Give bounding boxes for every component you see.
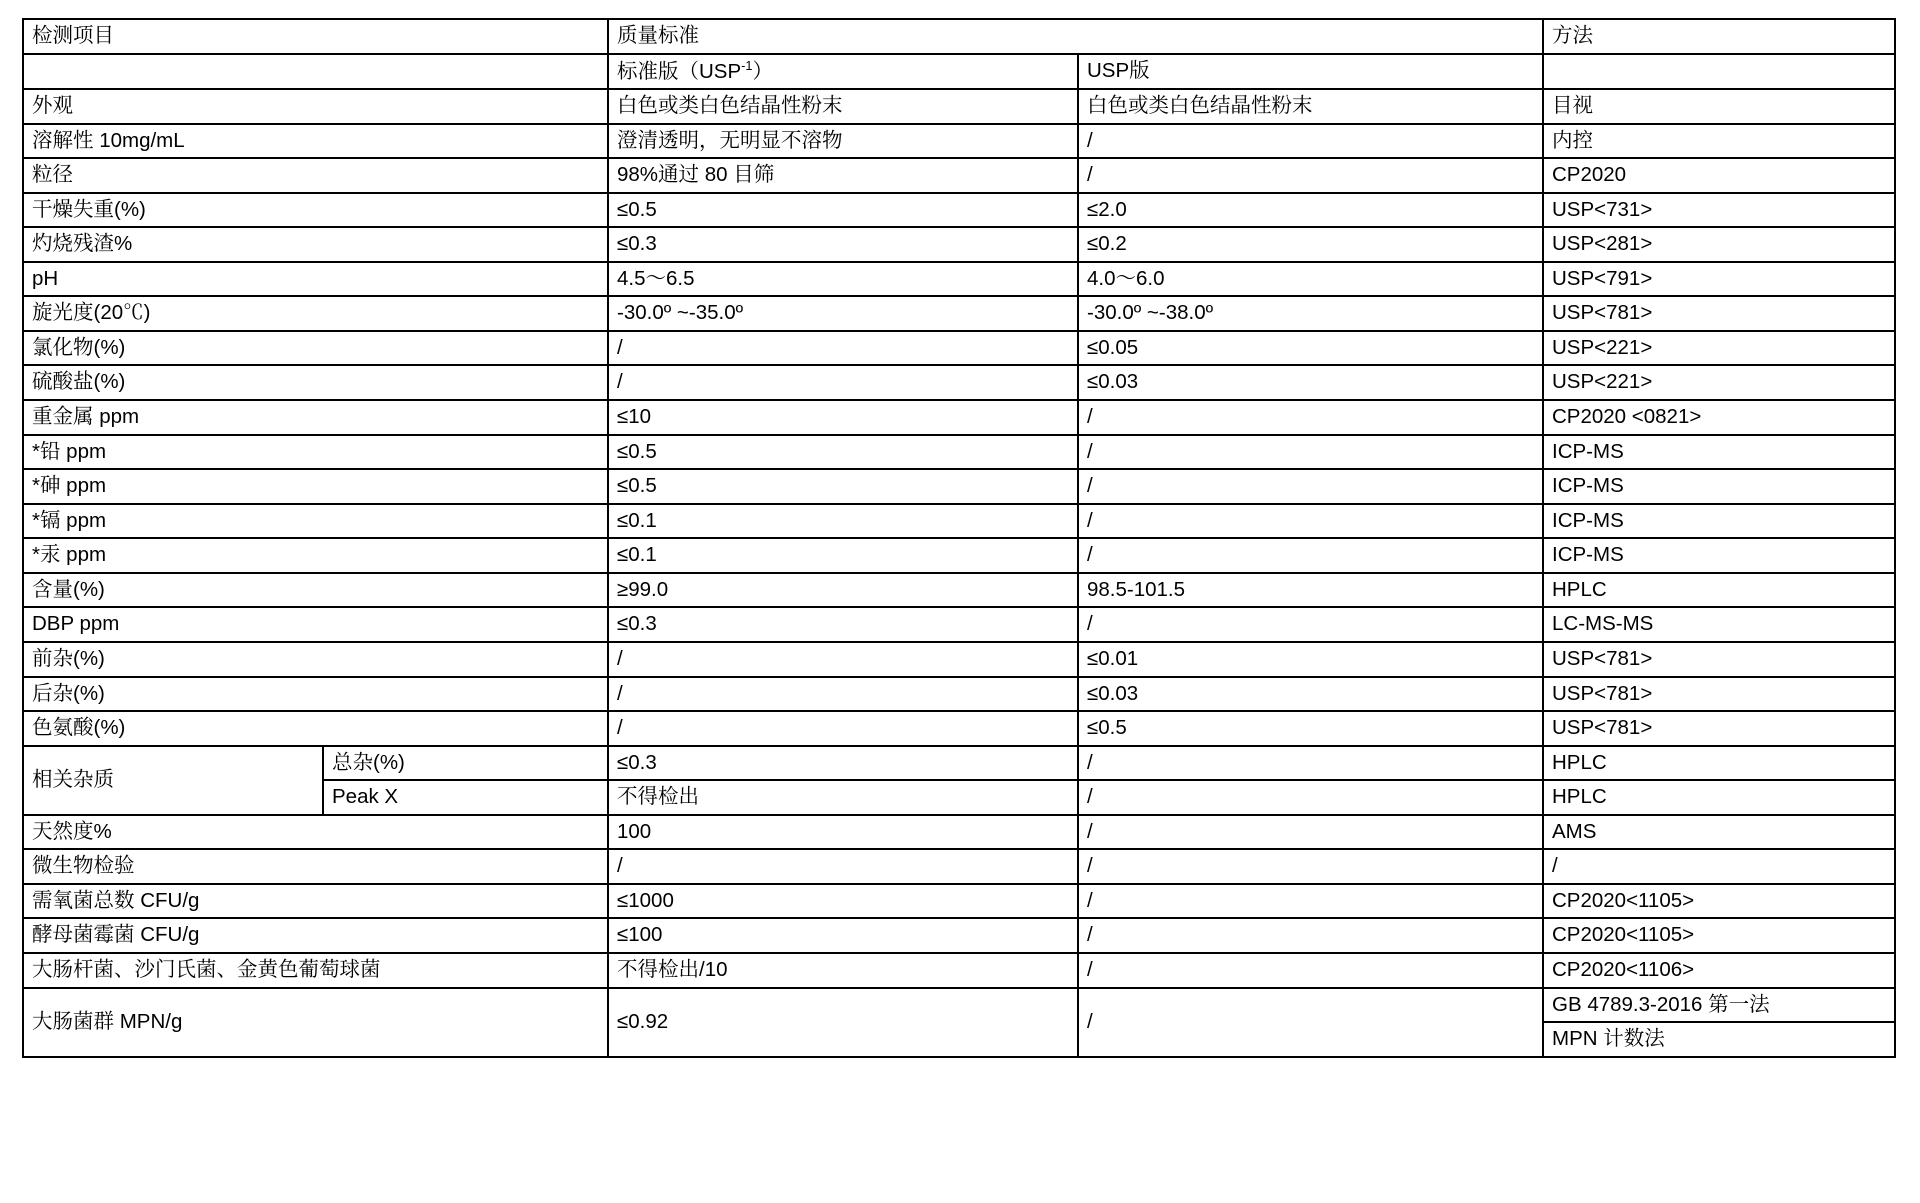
cell-method-line1: GB 4789.3-2016 第一法 xyxy=(1543,988,1895,1023)
cell-standard: / xyxy=(608,365,1078,400)
cell-method: 目视 xyxy=(1543,89,1895,124)
cell-standard: 白色或类白色结晶性粉末 xyxy=(608,89,1078,124)
table-row xyxy=(23,296,1895,331)
table-row xyxy=(23,849,1895,884)
cell-method: ICP-MS xyxy=(1543,538,1895,573)
cell-method: USP<281> xyxy=(1543,227,1895,262)
cell-method: AMS xyxy=(1543,815,1895,850)
cell-usp: ≤0.5 xyxy=(1078,711,1543,746)
cell-standard: ≤0.92 xyxy=(608,988,1078,1057)
cell-usp: / xyxy=(1078,124,1543,159)
cell-standard: ≤0.5 xyxy=(608,469,1078,504)
cell-method: USP<781> xyxy=(1543,296,1895,331)
cell-standard: ≤0.3 xyxy=(608,607,1078,642)
cell-standard: ≥99.0 xyxy=(608,573,1078,608)
cell-item: 色氨酸(%) xyxy=(23,711,608,746)
table-row xyxy=(23,573,1895,608)
subheader-standard-version xyxy=(608,54,1078,89)
cell-item: 后杂(%) xyxy=(23,677,608,712)
table-row xyxy=(23,677,1895,712)
cell-standard: / xyxy=(608,711,1078,746)
cell-usp: / xyxy=(1078,504,1543,539)
cell-usp: / xyxy=(1078,884,1543,919)
cell-method: CP2020<1106> xyxy=(1543,953,1895,988)
cell-usp: -30.0º ~-38.0º xyxy=(1078,296,1543,331)
table-row xyxy=(23,158,1895,193)
subheader-item-blank xyxy=(23,54,608,89)
table-row xyxy=(23,953,1895,988)
cell-item-group: 相关杂质 xyxy=(23,746,323,815)
cell-item: pH xyxy=(23,262,608,297)
subheader-standard-end: ） xyxy=(752,59,773,83)
cell-method: CP2020 <0821> xyxy=(1543,400,1895,435)
table-row xyxy=(23,400,1895,435)
cell-method: USP<781> xyxy=(1543,711,1895,746)
cell-method: USP<221> xyxy=(1543,365,1895,400)
cell-method: ICP-MS xyxy=(1543,504,1895,539)
table-row xyxy=(23,124,1895,159)
table-row xyxy=(23,815,1895,850)
cell-usp: / xyxy=(1078,158,1543,193)
cell-method: HPLC xyxy=(1543,780,1895,815)
cell-standard: 100 xyxy=(608,815,1078,850)
table-row xyxy=(23,642,1895,677)
cell-usp: / xyxy=(1078,780,1543,815)
table-row xyxy=(23,538,1895,573)
cell-method: USP<781> xyxy=(1543,642,1895,677)
table-row xyxy=(23,193,1895,228)
cell-item: *砷 ppm xyxy=(23,469,608,504)
cell-standard: ≤10 xyxy=(608,400,1078,435)
cell-usp: 98.5-101.5 xyxy=(1078,573,1543,608)
cell-method: USP<221> xyxy=(1543,331,1895,366)
cell-standard: ≤0.3 xyxy=(608,227,1078,262)
cell-standard: / xyxy=(608,849,1078,884)
cell-method: ICP-MS xyxy=(1543,435,1895,470)
table-row xyxy=(23,504,1895,539)
table-row xyxy=(23,746,1895,781)
cell-usp: / xyxy=(1078,469,1543,504)
cell-method: 内控 xyxy=(1543,124,1895,159)
cell-usp: / xyxy=(1078,435,1543,470)
cell-item: *铅 ppm xyxy=(23,435,608,470)
cell-item: 硫酸盐(%) xyxy=(23,365,608,400)
cell-item: 外观 xyxy=(23,89,608,124)
cell-usp: ≤0.03 xyxy=(1078,677,1543,712)
cell-method: LC-MS-MS xyxy=(1543,607,1895,642)
cell-item: DBP ppm xyxy=(23,607,608,642)
cell-item: 含量(%) xyxy=(23,573,608,608)
cell-item: 灼烧残渣% xyxy=(23,227,608,262)
cell-usp: / xyxy=(1078,400,1543,435)
table-row xyxy=(23,711,1895,746)
cell-standard: 不得检出/10 xyxy=(608,953,1078,988)
cell-usp: ≤0.05 xyxy=(1078,331,1543,366)
cell-subitem: Peak X xyxy=(323,780,608,815)
cell-method-line2: MPN 计数法 xyxy=(1543,1022,1895,1057)
cell-item: 旋光度(20℃) xyxy=(23,296,608,331)
cell-item: 前杂(%) xyxy=(23,642,608,677)
cell-method: HPLC xyxy=(1543,746,1895,781)
cell-usp: / xyxy=(1078,607,1543,642)
cell-standard: / xyxy=(608,331,1078,366)
table-row xyxy=(23,884,1895,919)
table-row xyxy=(23,262,1895,297)
cell-method: CP2020<1105> xyxy=(1543,918,1895,953)
table-row xyxy=(23,607,1895,642)
cell-standard: 4.5～6.5 xyxy=(608,262,1078,297)
cell-usp: / xyxy=(1078,815,1543,850)
cell-usp: 4.0～6.0 xyxy=(1078,262,1543,297)
cell-standard: ≤1000 xyxy=(608,884,1078,919)
cell-item: *汞 ppm xyxy=(23,538,608,573)
table-row xyxy=(23,988,1895,1023)
table-row xyxy=(23,89,1895,124)
cell-item: 大肠杆菌、沙门氏菌、金黄色葡萄球菌 xyxy=(23,953,608,988)
subheader-usp-version: USP版 xyxy=(1078,54,1543,89)
cell-item: 酵母菌霉菌 CFU/g xyxy=(23,918,608,953)
cell-item: 大肠菌群 MPN/g xyxy=(23,988,608,1057)
cell-usp: ≤0.03 xyxy=(1078,365,1543,400)
cell-standard: ≤100 xyxy=(608,918,1078,953)
cell-standard: / xyxy=(608,677,1078,712)
cell-standard: ≤0.3 xyxy=(608,746,1078,781)
cell-usp: ≤2.0 xyxy=(1078,193,1543,228)
subheader-method-blank xyxy=(1543,54,1895,89)
cell-method: HPLC xyxy=(1543,573,1895,608)
subheader-standard-sup: -1 xyxy=(741,57,753,73)
cell-usp: 白色或类白色结晶性粉末 xyxy=(1078,89,1543,124)
cell-usp: / xyxy=(1078,538,1543,573)
cell-item: 天然度% xyxy=(23,815,608,850)
cell-standard: ≤0.5 xyxy=(608,193,1078,228)
table-row xyxy=(23,469,1895,504)
header-standard: 质量标准 xyxy=(608,19,1543,54)
header-method: 方法 xyxy=(1543,19,1895,54)
subheader-standard-text: 标准版（USP xyxy=(617,59,742,83)
cell-usp: / xyxy=(1078,953,1543,988)
cell-standard: / xyxy=(608,642,1078,677)
header-item: 检测项目 xyxy=(23,19,608,54)
cell-item: 溶解性 10mg/mL xyxy=(23,124,608,159)
table-header-row xyxy=(23,19,1895,54)
table-row xyxy=(23,435,1895,470)
cell-standard: ≤0.5 xyxy=(608,435,1078,470)
specification-table xyxy=(22,18,1896,1058)
cell-standard: -30.0º ~-35.0º xyxy=(608,296,1078,331)
cell-standard: 澄清透明，无明显不溶物 xyxy=(608,124,1078,159)
cell-usp: / xyxy=(1078,746,1543,781)
table-row xyxy=(23,365,1895,400)
cell-item: 重金属 ppm xyxy=(23,400,608,435)
cell-method: ICP-MS xyxy=(1543,469,1895,504)
cell-subitem: 总杂(%) xyxy=(323,746,608,781)
cell-method: CP2020 xyxy=(1543,158,1895,193)
cell-standard: 98%通过 80 目筛 xyxy=(608,158,1078,193)
cell-item: 氯化物(%) xyxy=(23,331,608,366)
table-row xyxy=(23,331,1895,366)
cell-method: USP<731> xyxy=(1543,193,1895,228)
cell-usp: / xyxy=(1078,988,1543,1057)
cell-method: USP<791> xyxy=(1543,262,1895,297)
cell-item: 微生物检验 xyxy=(23,849,608,884)
table-row xyxy=(23,918,1895,953)
cell-item: 需氧菌总数 CFU/g xyxy=(23,884,608,919)
table-row xyxy=(23,227,1895,262)
cell-method: CP2020<1105> xyxy=(1543,884,1895,919)
cell-usp: / xyxy=(1078,918,1543,953)
table-subheader-row xyxy=(23,54,1895,89)
cell-standard: ≤0.1 xyxy=(608,538,1078,573)
cell-standard: ≤0.1 xyxy=(608,504,1078,539)
cell-item: *镉 ppm xyxy=(23,504,608,539)
cell-method: USP<781> xyxy=(1543,677,1895,712)
cell-usp: / xyxy=(1078,849,1543,884)
cell-usp: ≤0.01 xyxy=(1078,642,1543,677)
cell-item: 粒径 xyxy=(23,158,608,193)
cell-standard: 不得检出 xyxy=(608,780,1078,815)
cell-method: / xyxy=(1543,849,1895,884)
cell-usp: ≤0.2 xyxy=(1078,227,1543,262)
cell-item: 干燥失重(%) xyxy=(23,193,608,228)
